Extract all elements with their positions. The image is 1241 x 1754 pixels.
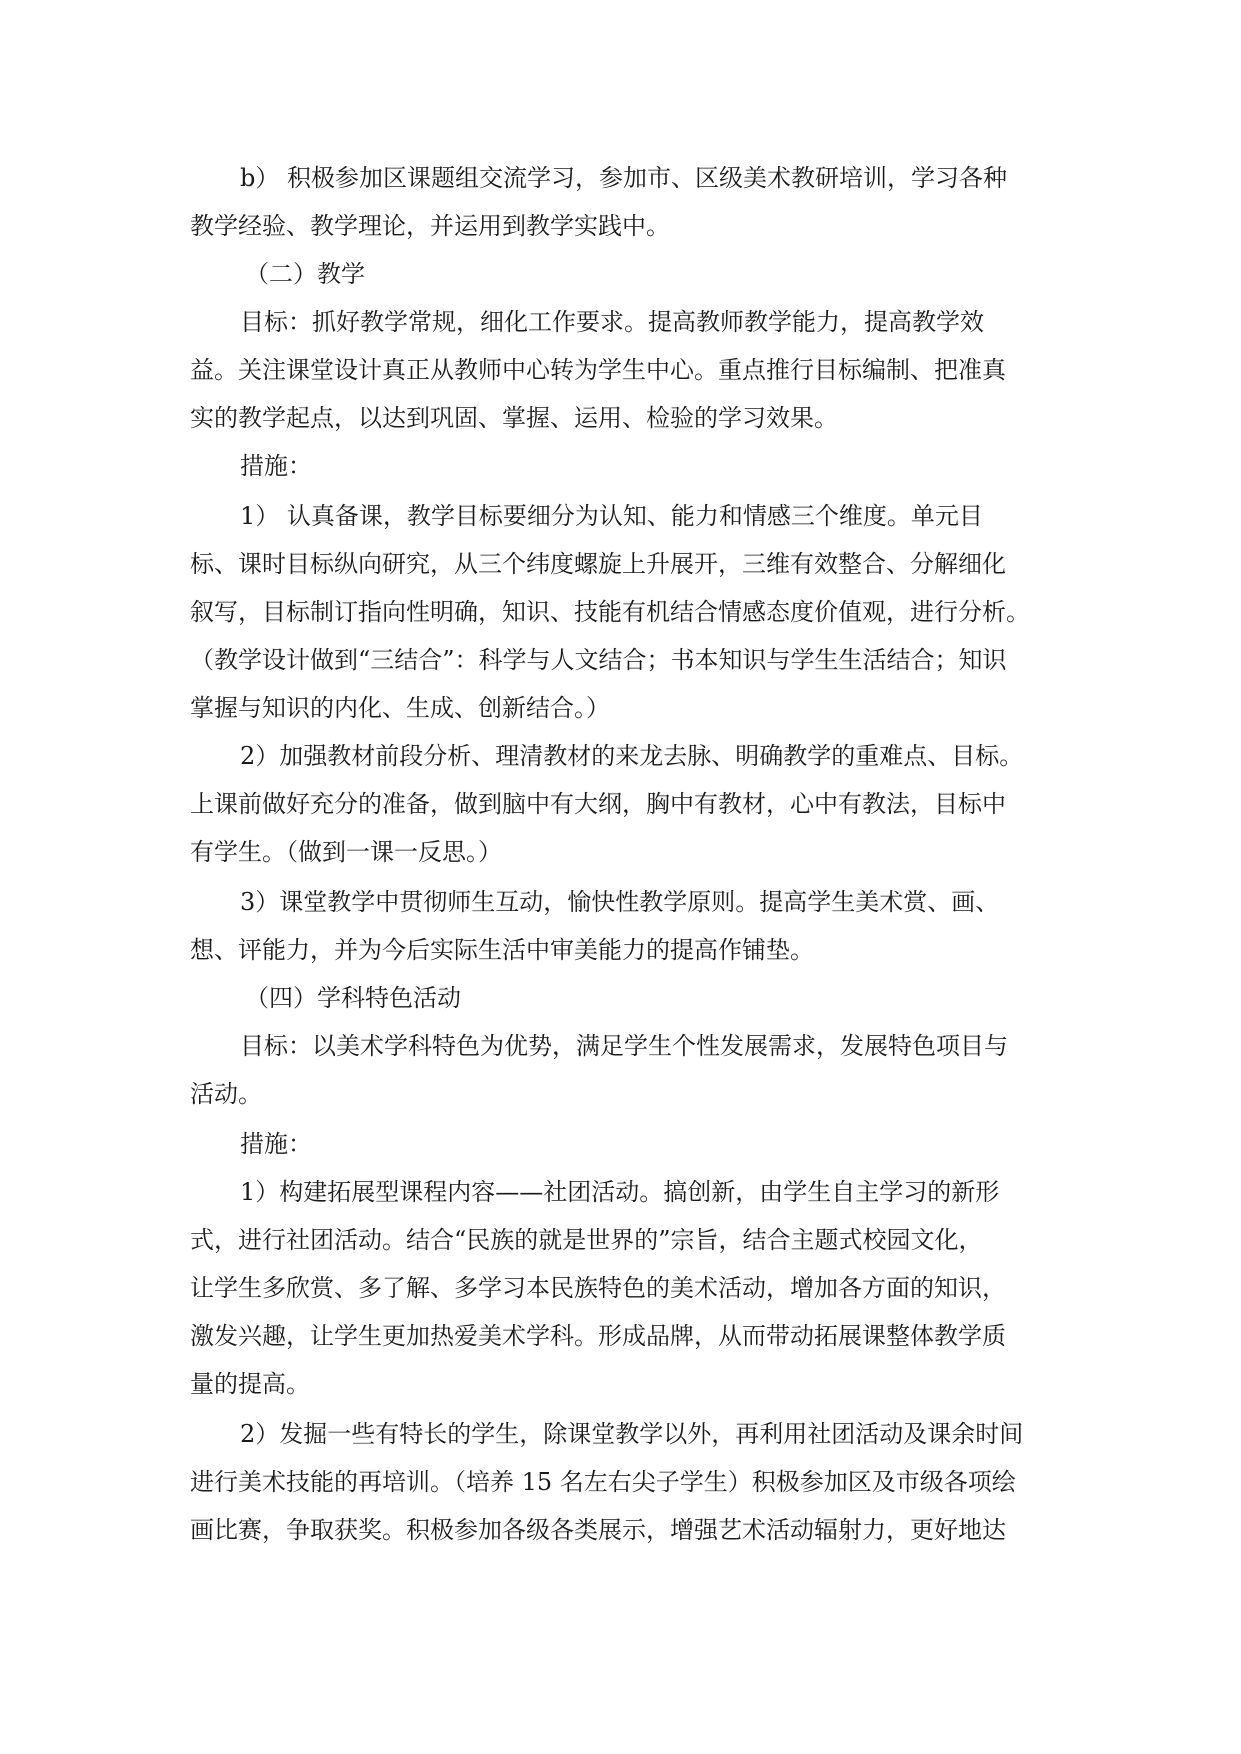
paragraph-line: 2）加强教材前段分析、理清教材的来龙去脉、明确教学的重难点、目标。 — [240, 742, 1024, 770]
paragraph-line: 有学生。（做到一课一反思。） — [190, 838, 502, 866]
paragraph-line: 画比赛，争取获奖。积极参加各级各类展示，增强艺术活动辐射力，更好地达 — [190, 1516, 1006, 1544]
paragraph-line: 措施： — [240, 452, 312, 480]
section-heading: （四）学科特色活动 — [245, 984, 461, 1012]
paragraph-line: 目标：抓好教学常规，细化工作要求。提高教师教学能力，提高教学效 — [240, 308, 984, 336]
paragraph-line: （教学设计做到“三结合”：科学与人文结合；书本知识与学生生活结合；知识 — [190, 646, 1007, 674]
paragraph-line: 激发兴趣，让学生更加热爱美术学科。形成品牌，从而带动拓展课整体教学质 — [190, 1322, 1006, 1350]
paragraph-line: 标、课时目标纵向研究，从三个纬度螺旋上升展开，三维有效整合、分解细化 — [190, 550, 1006, 578]
paragraph-line: 措施： — [240, 1130, 312, 1158]
paragraph-line: 实的教学起点，以达到巩固、掌握、运用、检验的学习效果。 — [190, 404, 838, 432]
paragraph-line: 教学经验、教学理论，并运用到教学实践中。 — [190, 212, 670, 240]
paragraph-line: 进行美术技能的再培训。（培养 15 名左右尖子学生）积极参加区及市级各项绘 — [190, 1468, 1016, 1496]
paragraph-line: 1） 认真备课，教学目标要细分为认知、能力和情感三个维度。单元目 — [240, 502, 983, 530]
section-heading: （二）教学 — [245, 260, 365, 288]
paragraph-line: 3）课堂教学中贯彻师生互动，愉快性教学原则。提高学生美术赏、画、 — [240, 888, 1000, 916]
paragraph-line: 2）发掘一些有特长的学生，除课堂教学以外，再利用社团活动及课余时间 — [240, 1420, 1024, 1448]
paragraph-line: 式，进行社团活动。结合“民族的就是世界的”宗旨，结合主题式校园文化， — [190, 1226, 983, 1254]
paragraph-line: 掌握与知识的内化、生成、创新结合。） — [190, 694, 610, 722]
paragraph-line: 益。关注课堂设计真正从教师中心转为学生中心。重点推行目标编制、把准真 — [190, 356, 1006, 384]
paragraph-line: 量的提高。 — [190, 1370, 310, 1398]
paragraph-line: 上课前做好充分的准备，做到脑中有大纲，胸中有教材，心中有教法，目标中 — [190, 790, 1006, 818]
paragraph-line: 目标：以美术学科特色为优势，满足学生个性发展需求，发展特色项目与 — [240, 1032, 1008, 1060]
paragraph-line: 想、评能力，并为今后实际生活中审美能力的提高作铺垫。 — [190, 936, 814, 964]
paragraph-line: 叙写，目标制订指向性明确，知识、技能有机结合情感态度价值观，进行分析。 — [190, 598, 1030, 626]
paragraph-line: 让学生多欣赏、多了解、多学习本民族特色的美术活动，增加各方面的知识， — [190, 1274, 1006, 1302]
paragraph-line: 活动。 — [190, 1080, 262, 1108]
paragraph-line: b） 积极参加区课题组交流学习，参加市、区级美术教研培训，学习各种 — [240, 164, 1007, 192]
paragraph-line: 1）构建拓展型课程内容——社团活动。搞创新，由学生自主学习的新形 — [240, 1178, 1000, 1206]
